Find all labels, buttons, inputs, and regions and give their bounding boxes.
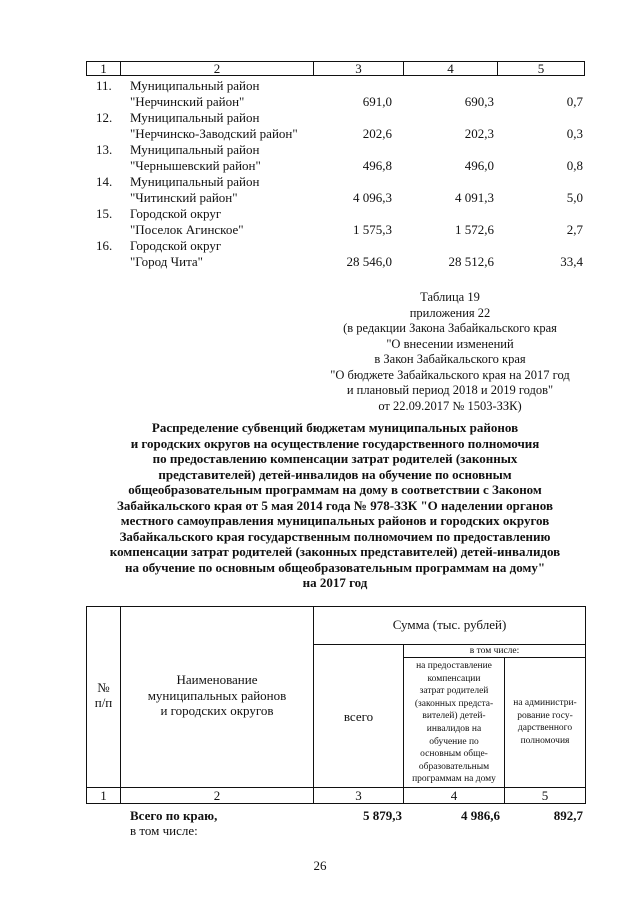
title-line: по предоставлению компенсации затрат родителей (законных [152,451,518,466]
row-name: "Поселок Агинское" [130,222,244,237]
top-header-col5: 5 [537,61,545,76]
title-line: Забайкальского края от 5 мая 2014 года № 978-ЗЗК "О наделении органов [117,497,553,513]
table-reference [330,290,570,414]
row-value-total: 691,0 [362,94,392,109]
col-compensation-header: на предоставление компенсации затрат родителей (законных предста- вителей) детей- инвалидов на обучение по основным обще- образовательным программам на дому [412,661,496,785]
title-line: Забайкальского края государственным полномочием по предоставлению [119,528,551,544]
row-number: 14. [96,174,113,189]
col-including-header: в том числе: [469,646,520,656]
top-header-col2: 2 [213,61,221,76]
row-value-compensation: 1 572,6 [455,222,494,237]
row-value-admin: 0,3 [566,126,583,141]
top-header-col1: 1 [100,61,107,76]
page-title [80,420,590,591]
ref-line: и плановый период 2018 и 2019 годов" [346,383,554,397]
col-index-1: 1 [100,788,107,803]
row-value-total: 28 546,0 [346,254,392,269]
row-value-compensation: 496,0 [464,158,494,173]
row-value-total: 496,8 [362,158,392,173]
row-type: Городской округ [130,206,222,221]
row-number: 15. [96,206,113,221]
title-line: и городских округов на осуществление государственного полномочия [130,435,540,451]
col-index-2: 2 [213,788,221,803]
row-type: Городской округ [130,238,222,253]
total-label: Всего по краю, [130,808,218,823]
row-name: "Нерчинский район" [130,94,245,109]
top-header-col3: 3 [355,61,362,76]
row-value-total: 4 096,3 [353,190,392,205]
total-value-all: 5 879,3 [363,808,402,823]
ref-line: в Закон Забайкальского края [374,352,526,366]
row-value-admin: 5,0 [566,190,583,205]
row-value-admin: 33,4 [560,254,583,269]
title-line: представителей) детей-инвалидов на обучение по основным [158,466,512,482]
top-header-col4: 4 [447,61,454,76]
row-number: 12. [96,110,113,125]
title-line: общеобразовательным программам на дому в соответствии с Законом [128,482,542,497]
row-type: Муниципальный район [130,174,260,189]
col-name-header: Наименование муниципальных районов и городских округов [147,672,287,718]
page-number: 26 [313,858,327,873]
row-value-admin: 2,7 [566,222,583,237]
row-name: "Нерчинско-Заводский район" [130,126,298,141]
row-value-compensation: 28 512,6 [448,254,494,269]
ref-line: "О бюджете Забайкальского края на 2017 год [330,367,570,382]
ref-line: Таблица 19 [420,290,480,304]
title-line: на обучение по основным общеобразовательным программам на дому" [124,559,546,575]
col-total-header: всего [343,709,374,724]
col-sum-header: Сумма (тыс. рублей) [392,617,507,632]
row-value-compensation: 690,3 [464,94,494,109]
ref-line: "О внесении изменений [386,336,514,351]
row-type: Муниципальный район [130,142,260,157]
total-value-admin: 892,7 [553,808,583,823]
row-value-admin: 0,8 [566,158,583,173]
col-index-3: 3 [355,788,362,803]
ref-line: приложения 22 [409,305,491,320]
title-line: на 2017 год [302,575,368,590]
col-admin-header: на администри- рование госу- дарственного полномочия [513,698,577,746]
title-line: компенсации затрат родителей (законных представителей) детей-инвалидов [109,544,561,559]
col-index-4: 4 [450,788,458,803]
ref-line: (в редакции Закона Забайкальского края [343,321,557,335]
row-number: 16. [96,238,113,253]
row-type: Муниципальный район [130,78,260,93]
total-value-compensation: 4 986,6 [461,808,500,823]
row-name: "Чернышевский район" [130,158,261,173]
row-name: "Город Чита" [130,254,203,269]
row-type: Муниципальный район [130,110,260,125]
row-value-admin: 0,7 [566,94,583,109]
ref-line: от 22.09.2017 № 1503-ЗЗК) [378,398,522,413]
row-value-compensation: 4 091,3 [455,190,494,205]
row-number: 11. [96,78,112,93]
row-name: "Читинский район" [130,190,238,205]
row-value-compensation: 202,3 [464,126,494,141]
title-line: местного самоуправления муниципальных районов и городских округов [120,513,550,528]
row-value-total: 202,6 [362,126,392,141]
col-index-5: 5 [541,788,549,803]
col-number-header: № п/п [94,680,113,710]
row-number: 13. [96,142,113,157]
including-label: в том числе: [130,823,198,838]
row-value-total: 1 575,3 [353,222,392,237]
title-line: Распределение субвенций бюджетам муниципальных районов [151,420,519,435]
